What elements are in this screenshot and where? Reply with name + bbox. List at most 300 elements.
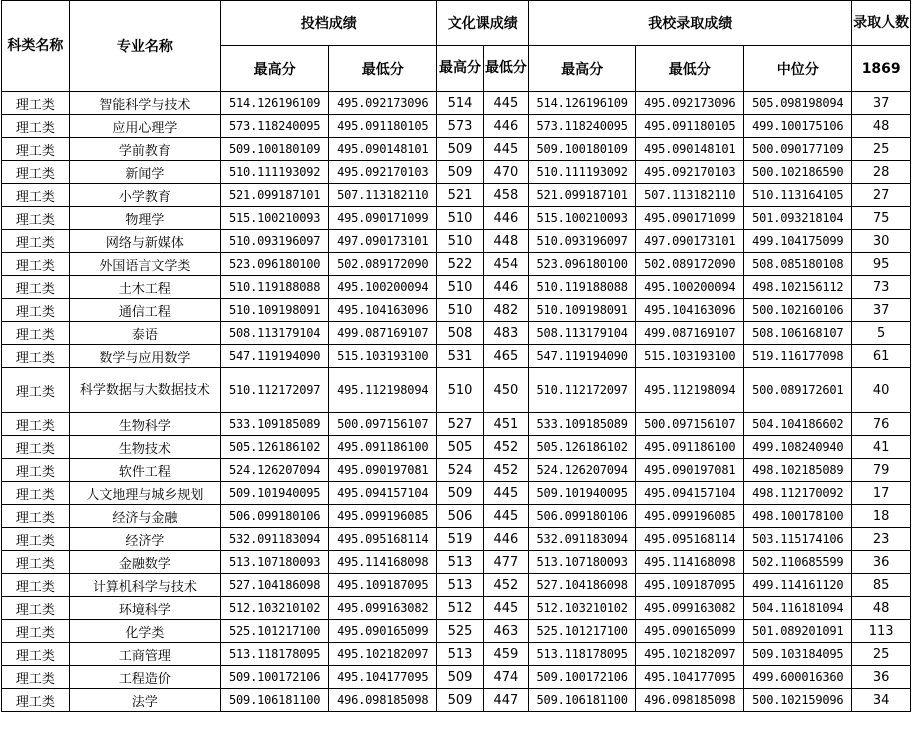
wenhua-min-cell: 452 xyxy=(483,574,528,597)
luqu-median-cell: 504.116181094 xyxy=(744,597,852,620)
major-cell: 新闻学 xyxy=(69,161,220,184)
luqu-max-cell: 509.100172106 xyxy=(529,666,636,689)
luqu-max-cell: 510.112172097 xyxy=(529,368,636,413)
luqu-min-cell: 495.102182097 xyxy=(636,643,744,666)
luqu-min-cell: 515.103193100 xyxy=(636,345,744,368)
toudang-max-cell: 573.118240095 xyxy=(221,115,329,138)
luqu-max-cell: 508.113179104 xyxy=(529,322,636,345)
luqu-max-cell: 515.100210093 xyxy=(529,207,636,230)
category-cell: 理工类 xyxy=(2,528,70,551)
luqu-median-cell: 500.102160106 xyxy=(744,299,852,322)
toudang-min-cell: 495.094157104 xyxy=(329,482,437,505)
wenhua-header: 文化课成绩 xyxy=(437,1,529,46)
toudang-min-cell: 495.109187095 xyxy=(329,574,437,597)
wenhua-max-cell: 513 xyxy=(437,574,483,597)
category-cell: 理工类 xyxy=(2,368,70,413)
count-cell: 37 xyxy=(852,92,911,115)
toudang-max-header: 最高分 xyxy=(221,46,329,92)
category-cell: 理工类 xyxy=(2,597,70,620)
wenhua-max-cell: 513 xyxy=(437,551,483,574)
luqu-max-cell: 510.109198091 xyxy=(529,299,636,322)
count-cell: 76 xyxy=(852,413,911,436)
toudang-min-cell: 495.090148101 xyxy=(329,138,437,161)
count-cell: 73 xyxy=(852,276,911,299)
major-cell: 科学数据与大数据技术 xyxy=(69,368,220,413)
category-cell: 理工类 xyxy=(2,574,70,597)
category-cell: 理工类 xyxy=(2,115,70,138)
table-row xyxy=(2,207,911,230)
luqu-max-cell: 527.104186098 xyxy=(529,574,636,597)
wenhua-min-cell: 454 xyxy=(483,253,528,276)
luqu-max-cell: 510.111193092 xyxy=(529,161,636,184)
major-cell: 泰语 xyxy=(69,322,220,345)
count-cell: 25 xyxy=(852,643,911,666)
luqu-min-cell: 495.109187095 xyxy=(636,574,744,597)
major-cell: 网络与新媒体 xyxy=(69,230,220,253)
table-body xyxy=(2,92,911,712)
luqu-max-cell: 509.101940095 xyxy=(529,482,636,505)
luqu-min-cell: 495.090171099 xyxy=(636,207,744,230)
table-row xyxy=(2,253,911,276)
wenhua-min-cell: 447 xyxy=(483,689,528,712)
category-cell: 理工类 xyxy=(2,666,70,689)
admission-scores-table xyxy=(1,0,911,712)
wenhua-max-cell: 509 xyxy=(437,161,483,184)
toudang-max-cell: 527.104186098 xyxy=(221,574,329,597)
major-cell: 软件工程 xyxy=(69,459,220,482)
major-cell: 工程造价 xyxy=(69,666,220,689)
count-cell: 5 xyxy=(852,322,911,345)
luqu-min-cell: 495.104177095 xyxy=(636,666,744,689)
table-row xyxy=(2,184,911,207)
luqu-max-cell: 532.091183094 xyxy=(529,528,636,551)
toudang-min-cell: 496.098185098 xyxy=(329,689,437,712)
luqu-min-cell: 495.092170103 xyxy=(636,161,744,184)
luqu-min-cell: 497.090173101 xyxy=(636,230,744,253)
toudang-min-cell: 495.092173096 xyxy=(329,92,437,115)
wenhua-max-cell: 505 xyxy=(437,436,483,459)
category-cell: 理工类 xyxy=(2,551,70,574)
major-cell: 经济与金融 xyxy=(69,505,220,528)
table-row xyxy=(2,574,911,597)
toudang-min-cell: 495.092170103 xyxy=(329,161,437,184)
major-cell: 小学教育 xyxy=(69,184,220,207)
category-cell: 理工类 xyxy=(2,230,70,253)
category-cell: 理工类 xyxy=(2,161,70,184)
table-row xyxy=(2,666,911,689)
toudang-max-cell: 508.113179104 xyxy=(221,322,329,345)
category-cell: 理工类 xyxy=(2,689,70,712)
table-row xyxy=(2,436,911,459)
category-cell: 理工类 xyxy=(2,276,70,299)
wenhua-max-cell: 510 xyxy=(437,368,483,413)
wenhua-min-header: 最低分 xyxy=(483,46,528,92)
major-cell: 工商管理 xyxy=(69,643,220,666)
major-cell: 智能科学与技术 xyxy=(69,92,220,115)
luqu-max-cell: 525.101217100 xyxy=(529,620,636,643)
luqu-header: 我校录取成绩 xyxy=(529,1,852,46)
luqu-max-cell: 509.106181100 xyxy=(529,689,636,712)
toudang-max-cell: 509.106181100 xyxy=(221,689,329,712)
toudang-min-cell: 495.099196085 xyxy=(329,505,437,528)
toudang-min-cell: 495.091186100 xyxy=(329,436,437,459)
wenhua-min-cell: 452 xyxy=(483,459,528,482)
luqu-max-cell: 506.099180106 xyxy=(529,505,636,528)
wenhua-max-cell: 525 xyxy=(437,620,483,643)
wenhua-max-cell: 509 xyxy=(437,482,483,505)
major-cell: 土木工程 xyxy=(69,276,220,299)
total-count: 1869 xyxy=(852,46,911,92)
wenhua-min-cell: 463 xyxy=(483,620,528,643)
wenhua-max-cell: 506 xyxy=(437,505,483,528)
count-header: 录取人数 xyxy=(852,1,911,46)
luqu-min-cell: 502.089172090 xyxy=(636,253,744,276)
major-cell: 金融数学 xyxy=(69,551,220,574)
toudang-min-cell: 495.102182097 xyxy=(329,643,437,666)
table-row xyxy=(2,528,911,551)
luqu-max-cell: 523.096180100 xyxy=(529,253,636,276)
luqu-median-cell: 505.098198094 xyxy=(744,92,852,115)
luqu-min-cell: 499.087169107 xyxy=(636,322,744,345)
wenhua-max-cell: 508 xyxy=(437,322,483,345)
luqu-median-cell: 508.106168107 xyxy=(744,322,852,345)
luqu-median-header: 中位分 xyxy=(744,46,852,92)
luqu-median-cell: 499.108240940 xyxy=(744,436,852,459)
wenhua-min-cell: 450 xyxy=(483,368,528,413)
toudang-min-cell: 495.114168098 xyxy=(329,551,437,574)
toudang-min-cell: 502.089172090 xyxy=(329,253,437,276)
luqu-max-cell: 510.119188088 xyxy=(529,276,636,299)
toudang-min-cell: 495.090197081 xyxy=(329,459,437,482)
luqu-min-cell: 495.092173096 xyxy=(636,92,744,115)
luqu-median-cell: 498.102156112 xyxy=(744,276,852,299)
toudang-max-cell: 510.119188088 xyxy=(221,276,329,299)
wenhua-max-cell: 527 xyxy=(437,413,483,436)
toudang-max-cell: 521.099187101 xyxy=(221,184,329,207)
luqu-min-cell: 495.090148101 xyxy=(636,138,744,161)
table-row xyxy=(2,643,911,666)
table-row xyxy=(2,299,911,322)
toudang-min-cell: 495.104163096 xyxy=(329,299,437,322)
toudang-min-cell: 515.103193100 xyxy=(329,345,437,368)
luqu-median-cell: 498.112170092 xyxy=(744,482,852,505)
count-cell: 79 xyxy=(852,459,911,482)
wenhua-max-cell: 510 xyxy=(437,207,483,230)
table-row xyxy=(2,115,911,138)
luqu-min-header: 最低分 xyxy=(636,46,744,92)
count-cell: 48 xyxy=(852,597,911,620)
count-cell: 36 xyxy=(852,666,911,689)
luqu-max-cell: 509.100180109 xyxy=(529,138,636,161)
major-cell: 人文地理与城乡规划 xyxy=(69,482,220,505)
toudang-min-cell: 495.099163082 xyxy=(329,597,437,620)
table-row xyxy=(2,597,911,620)
count-cell: 48 xyxy=(852,115,911,138)
luqu-median-cell: 499.114161120 xyxy=(744,574,852,597)
toudang-min-cell: 495.090165099 xyxy=(329,620,437,643)
wenhua-min-cell: 445 xyxy=(483,482,528,505)
category-cell: 理工类 xyxy=(2,643,70,666)
luqu-min-cell: 507.113182110 xyxy=(636,184,744,207)
major-cell: 计算机科学与技术 xyxy=(69,574,220,597)
luqu-median-cell: 499.600016360 xyxy=(744,666,852,689)
count-cell: 23 xyxy=(852,528,911,551)
category-cell: 理工类 xyxy=(2,207,70,230)
luqu-min-cell: 495.094157104 xyxy=(636,482,744,505)
table-row xyxy=(2,620,911,643)
wenhua-max-header: 最高分 xyxy=(437,46,483,92)
major-cell: 化学类 xyxy=(69,620,220,643)
wenhua-max-cell: 519 xyxy=(437,528,483,551)
toudang-max-cell: 505.126186102 xyxy=(221,436,329,459)
category-cell: 理工类 xyxy=(2,413,70,436)
major-cell: 经济学 xyxy=(69,528,220,551)
luqu-median-cell: 501.093218104 xyxy=(744,207,852,230)
count-cell: 27 xyxy=(852,184,911,207)
category-cell: 理工类 xyxy=(2,299,70,322)
luqu-median-cell: 499.104175099 xyxy=(744,230,852,253)
wenhua-max-cell: 514 xyxy=(437,92,483,115)
wenhua-min-cell: 445 xyxy=(483,597,528,620)
major-cell: 外国语言文学类 xyxy=(69,253,220,276)
table-row xyxy=(2,413,911,436)
luqu-max-cell: 510.093196097 xyxy=(529,230,636,253)
luqu-min-cell: 495.114168098 xyxy=(636,551,744,574)
toudang-max-cell: 532.091183094 xyxy=(221,528,329,551)
wenhua-min-cell: 458 xyxy=(483,184,528,207)
toudang-max-cell: 510.112172097 xyxy=(221,368,329,413)
luqu-min-cell: 495.090197081 xyxy=(636,459,744,482)
major-header: 专业名称 xyxy=(69,1,220,92)
toudang-min-cell: 495.091180105 xyxy=(329,115,437,138)
category-cell: 理工类 xyxy=(2,620,70,643)
wenhua-min-cell: 446 xyxy=(483,115,528,138)
wenhua-max-cell: 522 xyxy=(437,253,483,276)
luqu-median-cell: 500.102186590 xyxy=(744,161,852,184)
toudang-max-cell: 523.096180100 xyxy=(221,253,329,276)
wenhua-max-cell: 509 xyxy=(437,689,483,712)
wenhua-min-cell: 477 xyxy=(483,551,528,574)
toudang-max-cell: 509.101940095 xyxy=(221,482,329,505)
wenhua-max-cell: 510 xyxy=(437,230,483,253)
wenhua-min-cell: 459 xyxy=(483,643,528,666)
luqu-median-cell: 501.089201091 xyxy=(744,620,852,643)
category-cell: 理工类 xyxy=(2,505,70,528)
luqu-median-cell: 502.110685599 xyxy=(744,551,852,574)
wenhua-max-cell: 509 xyxy=(437,666,483,689)
luqu-min-cell: 495.099196085 xyxy=(636,505,744,528)
toudang-min-cell: 497.090173101 xyxy=(329,230,437,253)
wenhua-min-cell: 452 xyxy=(483,436,528,459)
table-header xyxy=(2,1,911,92)
wenhua-min-cell: 445 xyxy=(483,92,528,115)
luqu-max-cell: 547.119194090 xyxy=(529,345,636,368)
luqu-min-cell: 496.098185098 xyxy=(636,689,744,712)
toudang-header: 投档成绩 xyxy=(221,1,437,46)
toudang-min-cell: 500.097156107 xyxy=(329,413,437,436)
table-row xyxy=(2,322,911,345)
toudang-min-cell: 495.112198094 xyxy=(329,368,437,413)
wenhua-max-cell: 521 xyxy=(437,184,483,207)
toudang-max-cell: 506.099180106 xyxy=(221,505,329,528)
table-row xyxy=(2,161,911,184)
count-cell: 40 xyxy=(852,368,911,413)
wenhua-max-cell: 573 xyxy=(437,115,483,138)
count-cell: 36 xyxy=(852,551,911,574)
luqu-min-cell: 495.091186100 xyxy=(636,436,744,459)
toudang-min-cell: 495.100200094 xyxy=(329,276,437,299)
luqu-min-cell: 495.095168114 xyxy=(636,528,744,551)
table-row xyxy=(2,368,911,413)
count-cell: 25 xyxy=(852,138,911,161)
wenhua-min-cell: 470 xyxy=(483,161,528,184)
toudang-max-cell: 509.100180109 xyxy=(221,138,329,161)
count-cell: 30 xyxy=(852,230,911,253)
table-row xyxy=(2,459,911,482)
wenhua-min-cell: 448 xyxy=(483,230,528,253)
count-cell: 17 xyxy=(852,482,911,505)
luqu-max-cell: 512.103210102 xyxy=(529,597,636,620)
toudang-min-cell: 495.095168114 xyxy=(329,528,437,551)
luqu-median-cell: 508.085180108 xyxy=(744,253,852,276)
category-cell: 理工类 xyxy=(2,436,70,459)
major-cell: 通信工程 xyxy=(69,299,220,322)
luqu-max-header: 最高分 xyxy=(529,46,636,92)
major-cell: 数学与应用数学 xyxy=(69,345,220,368)
table-row xyxy=(2,505,911,528)
wenhua-max-cell: 531 xyxy=(437,345,483,368)
wenhua-max-cell: 509 xyxy=(437,138,483,161)
category-header: 科类名称 xyxy=(2,1,70,92)
table-row xyxy=(2,92,911,115)
luqu-median-cell: 503.115174106 xyxy=(744,528,852,551)
toudang-max-cell: 510.093196097 xyxy=(221,230,329,253)
toudang-max-cell: 510.111193092 xyxy=(221,161,329,184)
category-cell: 理工类 xyxy=(2,322,70,345)
table-row xyxy=(2,138,911,161)
luqu-median-cell: 499.100175106 xyxy=(744,115,852,138)
luqu-min-cell: 495.104163096 xyxy=(636,299,744,322)
luqu-min-cell: 495.099163082 xyxy=(636,597,744,620)
count-cell: 95 xyxy=(852,253,911,276)
table-row xyxy=(2,551,911,574)
toudang-max-cell: 509.100172106 xyxy=(221,666,329,689)
table-row xyxy=(2,276,911,299)
luqu-max-cell: 505.126186102 xyxy=(529,436,636,459)
toudang-min-cell: 499.087169107 xyxy=(329,322,437,345)
category-cell: 理工类 xyxy=(2,482,70,505)
category-cell: 理工类 xyxy=(2,459,70,482)
toudang-max-cell: 513.107180093 xyxy=(221,551,329,574)
luqu-median-cell: 498.100178100 xyxy=(744,505,852,528)
toudang-max-cell: 512.103210102 xyxy=(221,597,329,620)
luqu-max-cell: 513.118178095 xyxy=(529,643,636,666)
wenhua-max-cell: 513 xyxy=(437,643,483,666)
toudang-min-header: 最低分 xyxy=(329,46,437,92)
count-cell: 18 xyxy=(852,505,911,528)
count-cell: 41 xyxy=(852,436,911,459)
major-cell: 生物科学 xyxy=(69,413,220,436)
luqu-median-cell: 498.102185089 xyxy=(744,459,852,482)
wenhua-min-cell: 483 xyxy=(483,322,528,345)
luqu-median-cell: 509.103184095 xyxy=(744,643,852,666)
luqu-max-cell: 533.109185089 xyxy=(529,413,636,436)
table-row xyxy=(2,345,911,368)
toudang-max-cell: 510.109198091 xyxy=(221,299,329,322)
luqu-min-cell: 495.091180105 xyxy=(636,115,744,138)
major-cell: 环境科学 xyxy=(69,597,220,620)
toudang-min-cell: 495.104177095 xyxy=(329,666,437,689)
toudang-max-cell: 513.118178095 xyxy=(221,643,329,666)
wenhua-min-cell: 445 xyxy=(483,505,528,528)
luqu-max-cell: 573.118240095 xyxy=(529,115,636,138)
count-cell: 85 xyxy=(852,574,911,597)
count-cell: 28 xyxy=(852,161,911,184)
luqu-min-cell: 495.112198094 xyxy=(636,368,744,413)
toudang-max-cell: 525.101217100 xyxy=(221,620,329,643)
toudang-min-cell: 507.113182110 xyxy=(329,184,437,207)
luqu-median-cell: 500.090177109 xyxy=(744,138,852,161)
wenhua-min-cell: 445 xyxy=(483,138,528,161)
toudang-max-cell: 533.109185089 xyxy=(221,413,329,436)
count-cell: 37 xyxy=(852,299,911,322)
category-cell: 理工类 xyxy=(2,184,70,207)
wenhua-max-cell: 524 xyxy=(437,459,483,482)
wenhua-max-cell: 510 xyxy=(437,276,483,299)
major-cell: 法学 xyxy=(69,689,220,712)
luqu-max-cell: 514.126196109 xyxy=(529,92,636,115)
category-cell: 理工类 xyxy=(2,253,70,276)
toudang-max-cell: 547.119194090 xyxy=(221,345,329,368)
wenhua-min-cell: 446 xyxy=(483,528,528,551)
luqu-max-cell: 513.107180093 xyxy=(529,551,636,574)
wenhua-min-cell: 474 xyxy=(483,666,528,689)
luqu-median-cell: 510.113164105 xyxy=(744,184,852,207)
luqu-min-cell: 495.090165099 xyxy=(636,620,744,643)
category-cell: 理工类 xyxy=(2,92,70,115)
luqu-median-cell: 500.102159096 xyxy=(744,689,852,712)
luqu-median-cell: 500.089172601 xyxy=(744,368,852,413)
count-cell: 34 xyxy=(852,689,911,712)
table-row xyxy=(2,689,911,712)
major-cell: 物理学 xyxy=(69,207,220,230)
wenhua-min-cell: 446 xyxy=(483,207,528,230)
major-cell: 应用心理学 xyxy=(69,115,220,138)
toudang-min-cell: 495.090171099 xyxy=(329,207,437,230)
count-cell: 75 xyxy=(852,207,911,230)
luqu-max-cell: 524.126207094 xyxy=(529,459,636,482)
wenhua-max-cell: 510 xyxy=(437,299,483,322)
luqu-median-cell: 504.104186602 xyxy=(744,413,852,436)
luqu-min-cell: 500.097156107 xyxy=(636,413,744,436)
wenhua-max-cell: 512 xyxy=(437,597,483,620)
major-cell: 学前教育 xyxy=(69,138,220,161)
luqu-min-cell: 495.100200094 xyxy=(636,276,744,299)
category-cell: 理工类 xyxy=(2,138,70,161)
major-cell: 生物技术 xyxy=(69,436,220,459)
wenhua-min-cell: 465 xyxy=(483,345,528,368)
count-cell: 61 xyxy=(852,345,911,368)
toudang-max-cell: 515.100210093 xyxy=(221,207,329,230)
count-cell: 113 xyxy=(852,620,911,643)
wenhua-min-cell: 482 xyxy=(483,299,528,322)
table-row xyxy=(2,482,911,505)
luqu-median-cell: 519.116177098 xyxy=(744,345,852,368)
toudang-max-cell: 514.126196109 xyxy=(221,92,329,115)
category-cell: 理工类 xyxy=(2,345,70,368)
toudang-max-cell: 524.126207094 xyxy=(221,459,329,482)
table-row xyxy=(2,230,911,253)
